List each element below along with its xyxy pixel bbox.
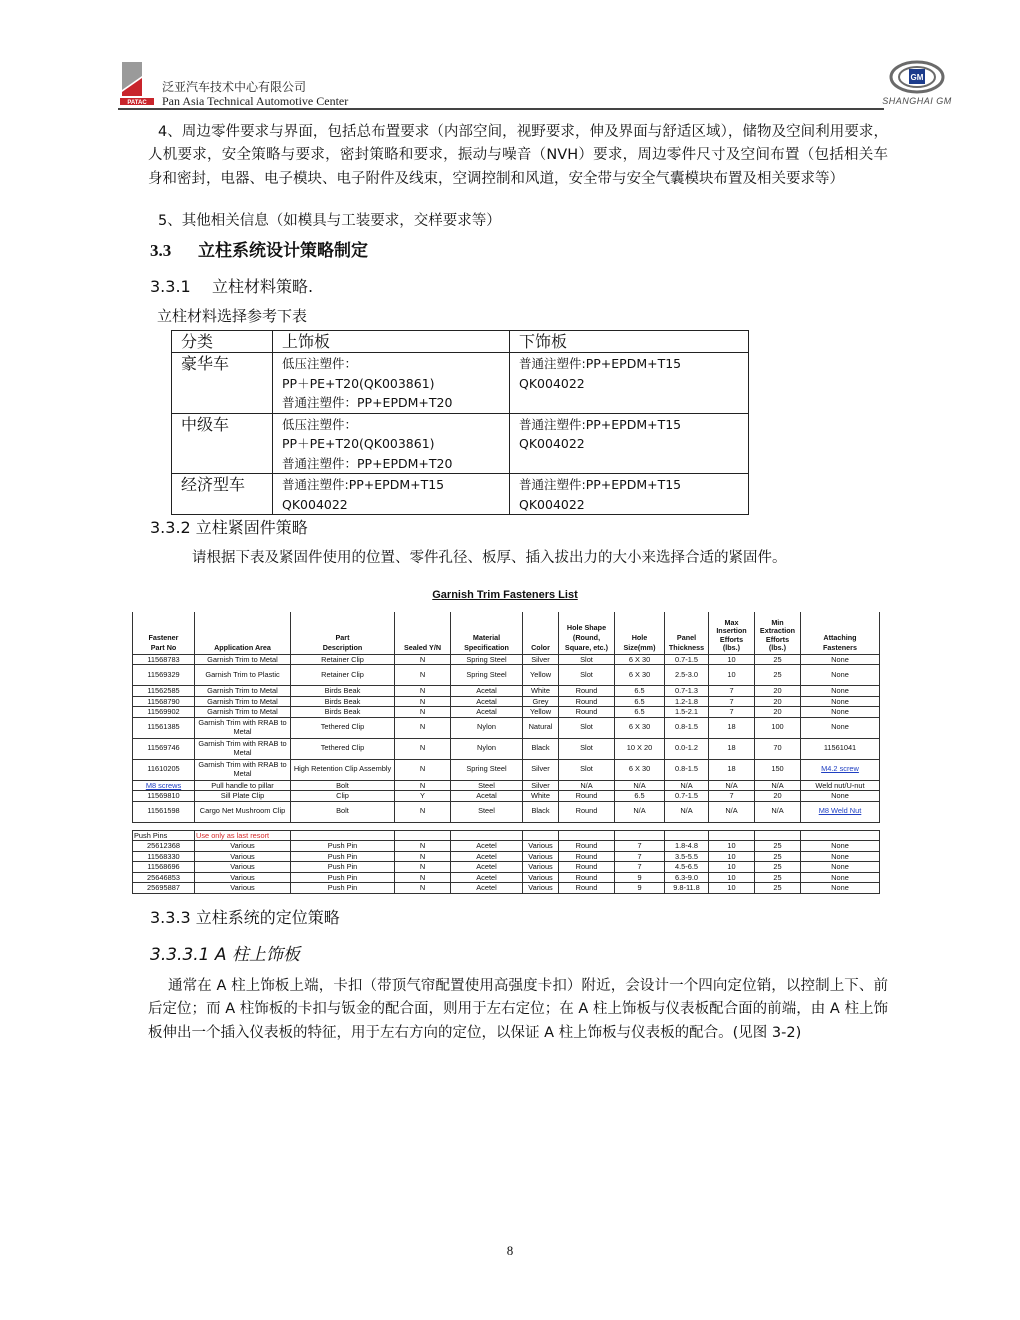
cell-sealed: Y (395, 791, 451, 802)
cell-material: Steel (451, 780, 523, 791)
cell-part-description: Push Pin (291, 872, 395, 883)
col-color: Color (523, 612, 559, 654)
cell-material: Acetel (451, 872, 523, 883)
cell-attaching-fasteners: None (801, 665, 880, 686)
cell-attaching-fasteners: None (801, 791, 880, 802)
subsection-333-heading: 3.3.3 立柱系统的定位策略 (150, 908, 340, 927)
cell-part-no: 25646853 (133, 872, 195, 883)
cell-material: Acetel (451, 841, 523, 852)
col-min-extraction: Min Extraction Efforts (lbs.) (755, 612, 801, 654)
cell-sealed: N (395, 759, 451, 780)
fastener-row (133, 791, 880, 802)
cell-max-insertion: 10 (709, 872, 755, 883)
shanghai-gm-text: SHANGHAI GM (882, 96, 952, 106)
cell-hole-shape: Round (559, 883, 615, 894)
cell-hole-shape: Slot (559, 665, 615, 686)
cell-panel-thickness: N/A (665, 801, 709, 822)
upper-trim-cell: 低压注塑件： PP＋PE+T20(QK003861) 普通注塑件：PP+EPDM+T20 (273, 413, 510, 474)
cell-part-description: Bolt (291, 801, 395, 822)
cell-application-area: Various (195, 883, 291, 894)
cell-part-description: Retainer Clip (291, 654, 395, 665)
fastener-row (133, 707, 880, 718)
cell-attaching-fasteners: None (801, 696, 880, 707)
cell-panel-thickness: 1.2-1.8 (665, 696, 709, 707)
cell-sealed: N (395, 654, 451, 665)
cell-part-no: 11569746 (133, 738, 195, 759)
cell-hole-shape: Round (559, 862, 615, 873)
subsection-331-heading (150, 274, 313, 297)
subsection-332-text: 请根据下表及紧固件使用的位置、零件孔径、板厚、插入拔出力的大小来选择合适的紧固件。 (192, 550, 787, 566)
cell-sealed: N (395, 801, 451, 822)
cell-part-description: Birds Beak (291, 696, 395, 707)
fastener-table (132, 612, 880, 894)
cell-sealed: N (395, 738, 451, 759)
cell-part-no: 11568330 (133, 851, 195, 862)
cell-part-no: 11569902 (133, 707, 195, 718)
cell-panel-thickness: 6.3-9.0 (665, 872, 709, 883)
cell-hole-size: 7 (615, 841, 665, 852)
cell-color: Yellow (523, 707, 559, 718)
cell-part-no: 11568696 (133, 862, 195, 873)
cell-min-extraction: 150 (755, 759, 801, 780)
cell-application-area: Garnish Trim to Metal (195, 654, 291, 665)
cell-panel-thickness: 2.5-3.0 (665, 665, 709, 686)
cell-application-area: Garnish Trim to Metal (195, 696, 291, 707)
cell-part-no: 11610205 (133, 759, 195, 780)
cell-part-no: 11569810 (133, 791, 195, 802)
cell-sealed: N (395, 841, 451, 852)
upper-trim-cell: 低压注塑件： PP＋PE+T20(QK003861) 普通注塑件：PP+EPDM+T20 (273, 353, 510, 414)
cell-part-no: 11561598 (133, 801, 195, 822)
cell-application-area: Various (195, 841, 291, 852)
cell-part-no: 11568783 (133, 654, 195, 665)
col-application-area: Application Area (195, 612, 291, 654)
col-sealed: Sealed Y/N (395, 612, 451, 654)
category-cell: 中级车 (172, 413, 273, 474)
cell-color: Various (523, 851, 559, 862)
patac-logo-text: PATAC (127, 100, 147, 106)
cell-material: Acetal (451, 696, 523, 707)
cell-min-extraction: 20 (755, 686, 801, 697)
cell-application-area: Garnish Trim with RRAB to Metal (195, 717, 291, 738)
cell-attaching-fasteners: 11561041 (801, 738, 880, 759)
cell-hole-shape: Slot (559, 738, 615, 759)
cell-panel-thickness: 9.8-11.8 (665, 883, 709, 894)
cell-color: White (523, 791, 559, 802)
cell-sealed: N (395, 780, 451, 791)
cell-material: Acetel (451, 862, 523, 873)
cell-part-no: 11561385 (133, 717, 195, 738)
cell-attaching-fasteners: None (801, 707, 880, 718)
cell-min-extraction: 25 (755, 862, 801, 873)
cell-material: Acetel (451, 851, 523, 862)
cell-color: Silver (523, 780, 559, 791)
cell-min-extraction: 25 (755, 654, 801, 665)
cell-sealed: N (395, 665, 451, 686)
lower-trim-cell: 普通注塑件:PP+EPDM+T15 QK004022 (510, 474, 749, 515)
cell-max-insertion: 10 (709, 851, 755, 862)
push-pin-row (133, 851, 880, 862)
link-m4-2-screw[interactable]: M4.2 screw (801, 759, 880, 780)
cell-min-extraction: 20 (755, 791, 801, 802)
fastener-row (133, 738, 880, 759)
col-part-no: Fastener Part No (133, 612, 195, 654)
cell-material: Acetal (451, 686, 523, 697)
cell-sealed: N (395, 707, 451, 718)
cell-application-area: Garnish Trim to Metal (195, 707, 291, 718)
cell-panel-thickness: 3.5-5.5 (665, 851, 709, 862)
cell-material: Spring Steel (451, 654, 523, 665)
push-pin-row (133, 862, 880, 873)
cell-hole-shape: Round (559, 791, 615, 802)
cell-panel-thickness: 0.7-1.5 (665, 791, 709, 802)
cell-panel-thickness: N/A (665, 780, 709, 791)
patac-logo (120, 60, 154, 106)
push-pins-warning: Use only as last resort (195, 830, 291, 841)
cell-color: Grey (523, 696, 559, 707)
cell-attaching-fasteners: None (801, 717, 880, 738)
cell-part-description: Push Pin (291, 841, 395, 852)
category-cell: 豪华车 (172, 353, 273, 414)
cell-sealed: N (395, 883, 451, 894)
cell-application-area: Various (195, 872, 291, 883)
cell-min-extraction: 25 (755, 851, 801, 862)
push-pins-label: Push Pins (133, 830, 195, 841)
section-heading (150, 236, 368, 261)
cell-max-insertion: 10 (709, 654, 755, 665)
fastener-row (133, 759, 880, 780)
subsection-3331-text: 通常在 A 柱上饰板上端，卡扣（带顶气帘配置使用高强度卡扣）附近，会设计一个四向定位销，以控制上下、前后定位；而 A 柱饰板的卡扣与钣金的配合面，则用于左右定位；在 A 柱上饰板与仪表板配合面的前端，由 A 柱上饰板伸出一个插入仪表板的特征，用于左右方向的定位，以保证 A 柱上饰板与仪表板的配合。(见图 3-2) (148, 978, 888, 1041)
cell-max-insertion: 10 (709, 665, 755, 686)
cell-part-description: Clip (291, 791, 395, 802)
cell-attaching-fasteners: None (801, 883, 880, 894)
cell-color: Various (523, 872, 559, 883)
cell-hole-shape: Slot (559, 717, 615, 738)
cell-attaching-fasteners: None (801, 841, 880, 852)
cell-panel-thickness: 0.8-1.5 (665, 759, 709, 780)
cell-material: Steel (451, 801, 523, 822)
paragraph-item5: 5、其他相关信息（如模具与工装要求，交样要求等） (158, 213, 501, 229)
cell-hole-size: 6.5 (615, 686, 665, 697)
cell-min-extraction: 20 (755, 696, 801, 707)
cell-attaching-fasteners: None (801, 862, 880, 873)
link-m8-screws[interactable]: M8 screws (133, 780, 195, 791)
cell-color: Various (523, 841, 559, 852)
cell-color: Silver (523, 759, 559, 780)
material-table-header-row (172, 331, 749, 353)
cell-panel-thickness: 1.5-2.1 (665, 707, 709, 718)
cell-sealed: N (395, 696, 451, 707)
cell-min-extraction: 100 (755, 717, 801, 738)
table-gap-row (133, 822, 880, 830)
cell-max-insertion: N/A (709, 801, 755, 822)
cell-application-area: Pull handle to pillar (195, 780, 291, 791)
cell-panel-thickness: 0.8-1.5 (665, 717, 709, 738)
cell-min-extraction: 20 (755, 707, 801, 718)
subsection-332-heading: 3.3.2 立柱紧固件策略 (150, 518, 308, 537)
cell-hole-shape: Round (559, 841, 615, 852)
cell-hole-size: 7 (615, 862, 665, 873)
cell-sealed: N (395, 872, 451, 883)
cell-material: Acetal (451, 791, 523, 802)
push-pin-row (133, 872, 880, 883)
cell-hole-shape: Round (559, 872, 615, 883)
cell-hole-size: 6.5 (615, 696, 665, 707)
cell-max-insertion: N/A (709, 780, 755, 791)
cell-hole-shape: Round (559, 801, 615, 822)
paragraph-item4: 4、周边零件要求与界面，包括总布置要求（内部空间，视野要求，伸及界面与舒适区域），储物及空间利用要求，人机要求，安全策略与要求，密封策略和要求，振动与噪音（NVH）要求，周边零件尺寸及空间布置（包括相关车身和密封，电器、电子模块、电子附件及线束，空调控制和风道，安全带与安全气囊模块布置及相关要求等） (148, 124, 888, 187)
fastener-header-row (133, 612, 880, 654)
cell-color: Silver (523, 654, 559, 665)
cell-hole-size: 6 X 30 (615, 654, 665, 665)
cell-max-insertion: 10 (709, 862, 755, 873)
cell-hole-size: 9 (615, 872, 665, 883)
fastener-row (133, 717, 880, 738)
subsection-3331-heading: 3.3.3.1 A 柱上饰板 (150, 945, 300, 965)
cell-hole-size: 6.5 (615, 707, 665, 718)
cell-hole-size: N/A (615, 780, 665, 791)
cell-material: Acetel (451, 883, 523, 894)
fastener-row (133, 665, 880, 686)
fastener-row (133, 780, 880, 791)
fastener-table-title: Garnish Trim Fasteners List (432, 589, 578, 601)
cell-application-area: Garnish Trim with RRAB to Metal (195, 738, 291, 759)
cell-max-insertion: 7 (709, 696, 755, 707)
cell-min-extraction: 25 (755, 665, 801, 686)
cell-panel-thickness: 0.7-1.3 (665, 686, 709, 697)
push-pin-row (133, 883, 880, 894)
cell-sealed: N (395, 686, 451, 697)
cell-hole-shape: N/A (559, 780, 615, 791)
cell-hole-shape: Round (559, 851, 615, 862)
lower-trim-cell: 普通注塑件:PP+EPDM+T15 QK004022 (510, 353, 749, 414)
push-pin-row (133, 841, 880, 852)
category-cell: 经济型车 (172, 474, 273, 515)
material-table-row (172, 474, 749, 515)
upper-trim-cell: 普通注塑件:PP+EPDM+T15 QK004022 (273, 474, 510, 515)
material-table (171, 330, 749, 515)
material-table-row (172, 353, 749, 414)
col-max-insertion: Max Insertion Efforts (lbs.) (709, 612, 755, 654)
cell-hole-size: 6 X 30 (615, 759, 665, 780)
cell-application-area: Garnish Trim to Plastic (195, 665, 291, 686)
cell-sealed: N (395, 717, 451, 738)
cell-attaching-fasteners: None (801, 654, 880, 665)
cell-max-insertion: 10 (709, 883, 755, 894)
cell-part-no: 25612368 (133, 841, 195, 852)
material-table-row (172, 413, 749, 474)
cell-hole-shape: Slot (559, 759, 615, 780)
cell-min-extraction: N/A (755, 801, 801, 822)
cell-part-no: 11562585 (133, 686, 195, 697)
header-upper-trim: 上饰板 (273, 331, 510, 353)
header-lower-trim: 下饰板 (510, 331, 749, 353)
cell-max-insertion: 7 (709, 686, 755, 697)
cell-max-insertion: 18 (709, 717, 755, 738)
col-attaching-fasteners: Attaching Fasteners (801, 612, 880, 654)
company-name-cn: 泛亚汽车技术中心有限公司 (162, 80, 307, 94)
header-category: 分类 (172, 331, 273, 353)
cell-application-area: Cargo Net Mushroom Clip (195, 801, 291, 822)
cell-color: Various (523, 883, 559, 894)
col-part-description: Part Description (291, 612, 395, 654)
col-panel-thickness: Panel Thickness (665, 612, 709, 654)
fastener-row (133, 696, 880, 707)
cell-application-area: Various (195, 851, 291, 862)
cell-part-no: 11569329 (133, 665, 195, 686)
cell-hole-shape: Slot (559, 654, 615, 665)
cell-part-description: High Retention Clip Assembly (291, 759, 395, 780)
cell-sealed: N (395, 851, 451, 862)
cell-max-insertion: 7 (709, 707, 755, 718)
cell-hole-size: 9 (615, 883, 665, 894)
cell-panel-thickness: 4.5-6.5 (665, 862, 709, 873)
link-m8-weld-nut[interactable]: M8 Weld Nut (801, 801, 880, 822)
cell-color: Black (523, 738, 559, 759)
cell-part-description: Birds Beak (291, 707, 395, 718)
col-hole-shape: Hole Shape (Round, Square, etc.) (559, 612, 615, 654)
material-table-caption: 立柱材料选择参考下表 (157, 307, 308, 325)
cell-hole-shape: Round (559, 686, 615, 697)
lower-trim-cell: 普通注塑件:PP+EPDM+T15 QK004022 (510, 413, 749, 474)
cell-material: Nylon (451, 738, 523, 759)
cell-material: Nylon (451, 717, 523, 738)
cell-attaching-fasteners: None (801, 851, 880, 862)
cell-part-description: Push Pin (291, 851, 395, 862)
cell-panel-thickness: 0.0-1.2 (665, 738, 709, 759)
subsection-331-title: 立柱材料策略. (212, 277, 314, 296)
cell-panel-thickness: 1.8-4.8 (665, 841, 709, 852)
cell-hole-shape: Round (559, 707, 615, 718)
cell-part-no: 11568790 (133, 696, 195, 707)
cell-color: Various (523, 862, 559, 873)
fastener-row (133, 801, 880, 822)
fastener-row (133, 654, 880, 665)
page-number: 8 (506, 1243, 514, 1258)
cell-application-area: Garnish Trim to Metal (195, 686, 291, 697)
cell-min-extraction: 25 (755, 841, 801, 852)
cell-part-description: Bolt (291, 780, 395, 791)
cell-hole-size: 6 X 30 (615, 665, 665, 686)
cell-max-insertion: 10 (709, 841, 755, 852)
cell-hole-shape: Round (559, 696, 615, 707)
cell-attaching-fasteners: None (801, 872, 880, 883)
cell-hole-size: 7 (615, 851, 665, 862)
cell-part-description: Tethered Clip (291, 738, 395, 759)
cell-attaching-fasteners: None (801, 686, 880, 697)
push-pins-header-row (133, 830, 880, 841)
cell-max-insertion: 18 (709, 759, 755, 780)
cell-part-no: 25695887 (133, 883, 195, 894)
cell-panel-thickness: 0.7-1.5 (665, 654, 709, 665)
cell-material: Acetal (451, 707, 523, 718)
cell-sealed: N (395, 862, 451, 873)
col-hole-size: Hole Size(mm) (615, 612, 665, 654)
cell-color: Yellow (523, 665, 559, 686)
cell-max-insertion: 18 (709, 738, 755, 759)
cell-color: White (523, 686, 559, 697)
cell-hole-size: 10 X 20 (615, 738, 665, 759)
cell-application-area: Various (195, 862, 291, 873)
cell-material: Spring Steel (451, 759, 523, 780)
subsection-331-number: 3.3.1 (150, 277, 191, 296)
section-title: 立柱系统设计策略制定 (198, 241, 368, 261)
cell-material: Spring Steel (451, 665, 523, 686)
section-number: 3.3 (150, 241, 172, 260)
cell-attaching-fasteners: Weld nut/U-nut (801, 780, 880, 791)
cell-hole-size: 6 X 30 (615, 717, 665, 738)
company-name-en: Pan Asia Technical Automotive Center (162, 94, 349, 108)
cell-min-extraction: 25 (755, 872, 801, 883)
cell-min-extraction: N/A (755, 780, 801, 791)
cell-color: Natural (523, 717, 559, 738)
cell-application-area: Garnish Trim with RRAB to Metal (195, 759, 291, 780)
cell-hole-size: 6.5 (615, 791, 665, 802)
cell-part-description: Push Pin (291, 883, 395, 894)
cell-application-area: Sill Plate Clip (195, 791, 291, 802)
cell-part-description: Tethered Clip (291, 717, 395, 738)
cell-part-description: Retainer Clip (291, 665, 395, 686)
col-material: Material Specification (451, 612, 523, 654)
fastener-row (133, 686, 880, 697)
header-rule (118, 108, 884, 110)
cell-max-insertion: 7 (709, 791, 755, 802)
cell-hole-size: N/A (615, 801, 665, 822)
cell-min-extraction: 25 (755, 883, 801, 894)
cell-part-description: Birds Beak (291, 686, 395, 697)
cell-min-extraction: 70 (755, 738, 801, 759)
cell-color: Black (523, 801, 559, 822)
svg-text:GM: GM (910, 73, 924, 82)
cell-part-description: Push Pin (291, 862, 395, 873)
